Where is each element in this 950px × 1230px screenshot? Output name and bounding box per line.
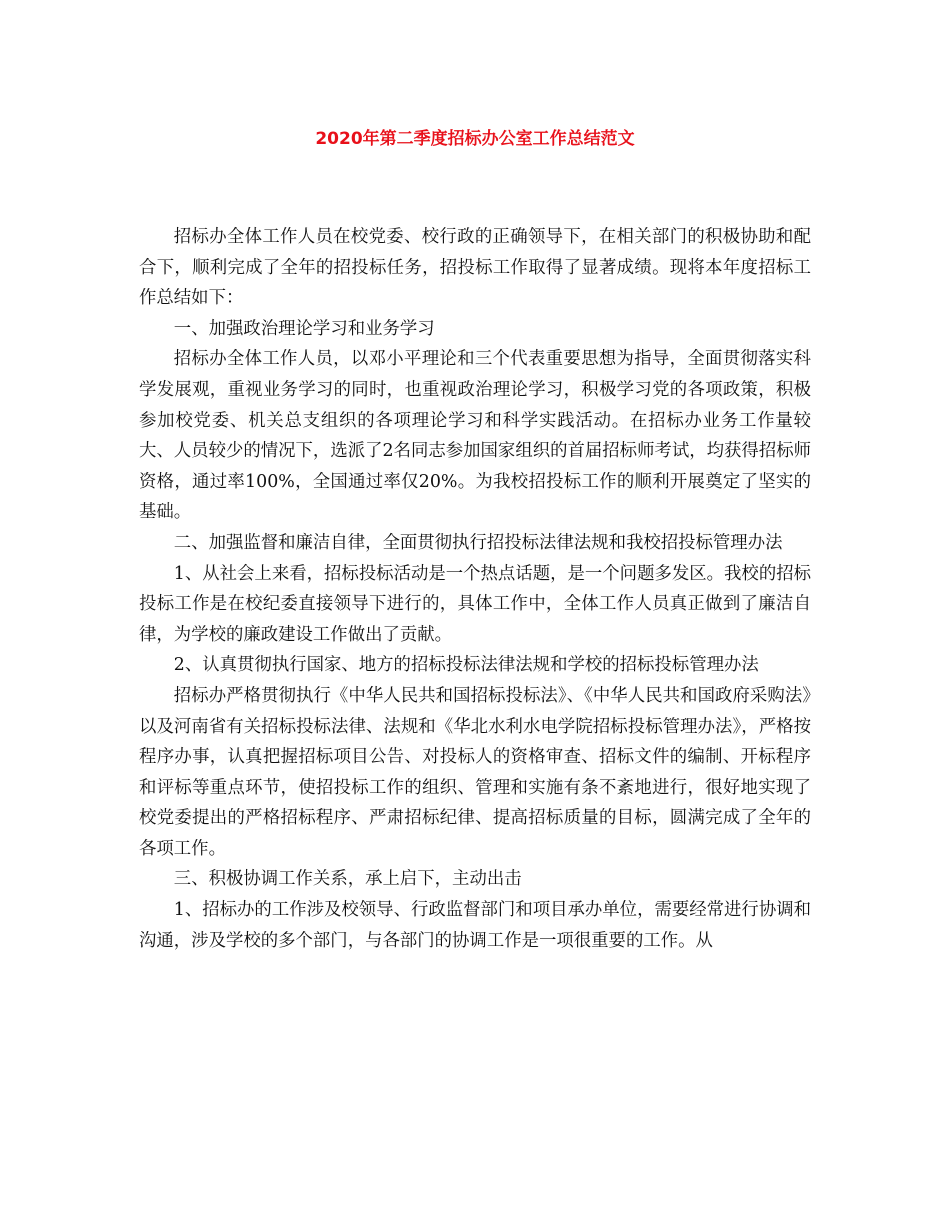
paragraph-section-1: 招标办全体工作人员，以邓小平理论和三个代表重要思想为指导，全面贯彻落实科学发展观，重视业务学习的同时，也重视政治理论学习，积极学习党的各项政策，积极参加校党委、机关总支组织的各项理论学习和科学实践活动。在招标办业务工作量较大、人员较少的情况下，选派了2名同志参加国家组织的首届招标师考试，均获得招标师资格，通过率100%，全国通过率仅20%。为我校招投标工作的顺利开展奠定了坚实的基础。 (139, 349, 811, 523)
paragraph-section-2-item-1: 1、从社会上来看，招标投标活动是一个热点话题，是一个问题多发区。我校的招标投标工作是在校纪委直接领导下进行的，具体工作中，全体工作人员真正做到了廉洁自律，为学校的廉政建设工作做出了贡献。 (139, 563, 811, 645)
section-heading-2: 二、加强监督和廉洁自律，全面贯彻执行招投标法律法规和我校招投标管理办法 (173, 532, 783, 553)
paragraph-section-2-item-2: 招标办严格贯彻执行《中华人民共和国招标投标法》、《中华人民共和国政府采购法》以及河南省有关招标投标法律、法规和《华北水利水电学院招标投标管理办法》，严格按程序办事，认真把握招标项目公告、对投标人的资格审查、招标文件的编制、开标程序和评标等重点环节，使招投标工作的组织、管理和实施有条不紊地进行，很好地实现了校党委提出的严格招标程序、严肃招标纪律、提高招标质量的目标，圆满完成了全年的各项工作。 (139, 685, 811, 859)
section-heading-3: 三、积极协调工作关系，承上启下，主动出击 (173, 869, 522, 890)
paragraph-section-3-item-1: 1、招标办的工作涉及校领导、行政监督部门和项目承办单位，需要经常进行协调和沟通，涉及学校的多个部门，与各部门的协调工作是一项很重要的工作。从 (139, 900, 811, 951)
document-body (139, 222, 811, 956)
document-title: 2020年第二季度招标办公室工作总结范文 (315, 129, 635, 149)
paragraph-intro: 招标办全体工作人员在校党委、校行政的正确领导下，在相关部门的积极协助和配合下，顺利完成了全年的招投标任务，招投标工作取得了显著成绩。现将本年度招标工作总结如下： (139, 227, 811, 309)
subheading-section-2-item-2: 2、认真贯彻执行国家、地方的招标投标法律法规和学校的招标投标管理办法 (173, 655, 759, 676)
section-heading-1: 一、加强政治理论学习和业务学习 (173, 318, 435, 339)
